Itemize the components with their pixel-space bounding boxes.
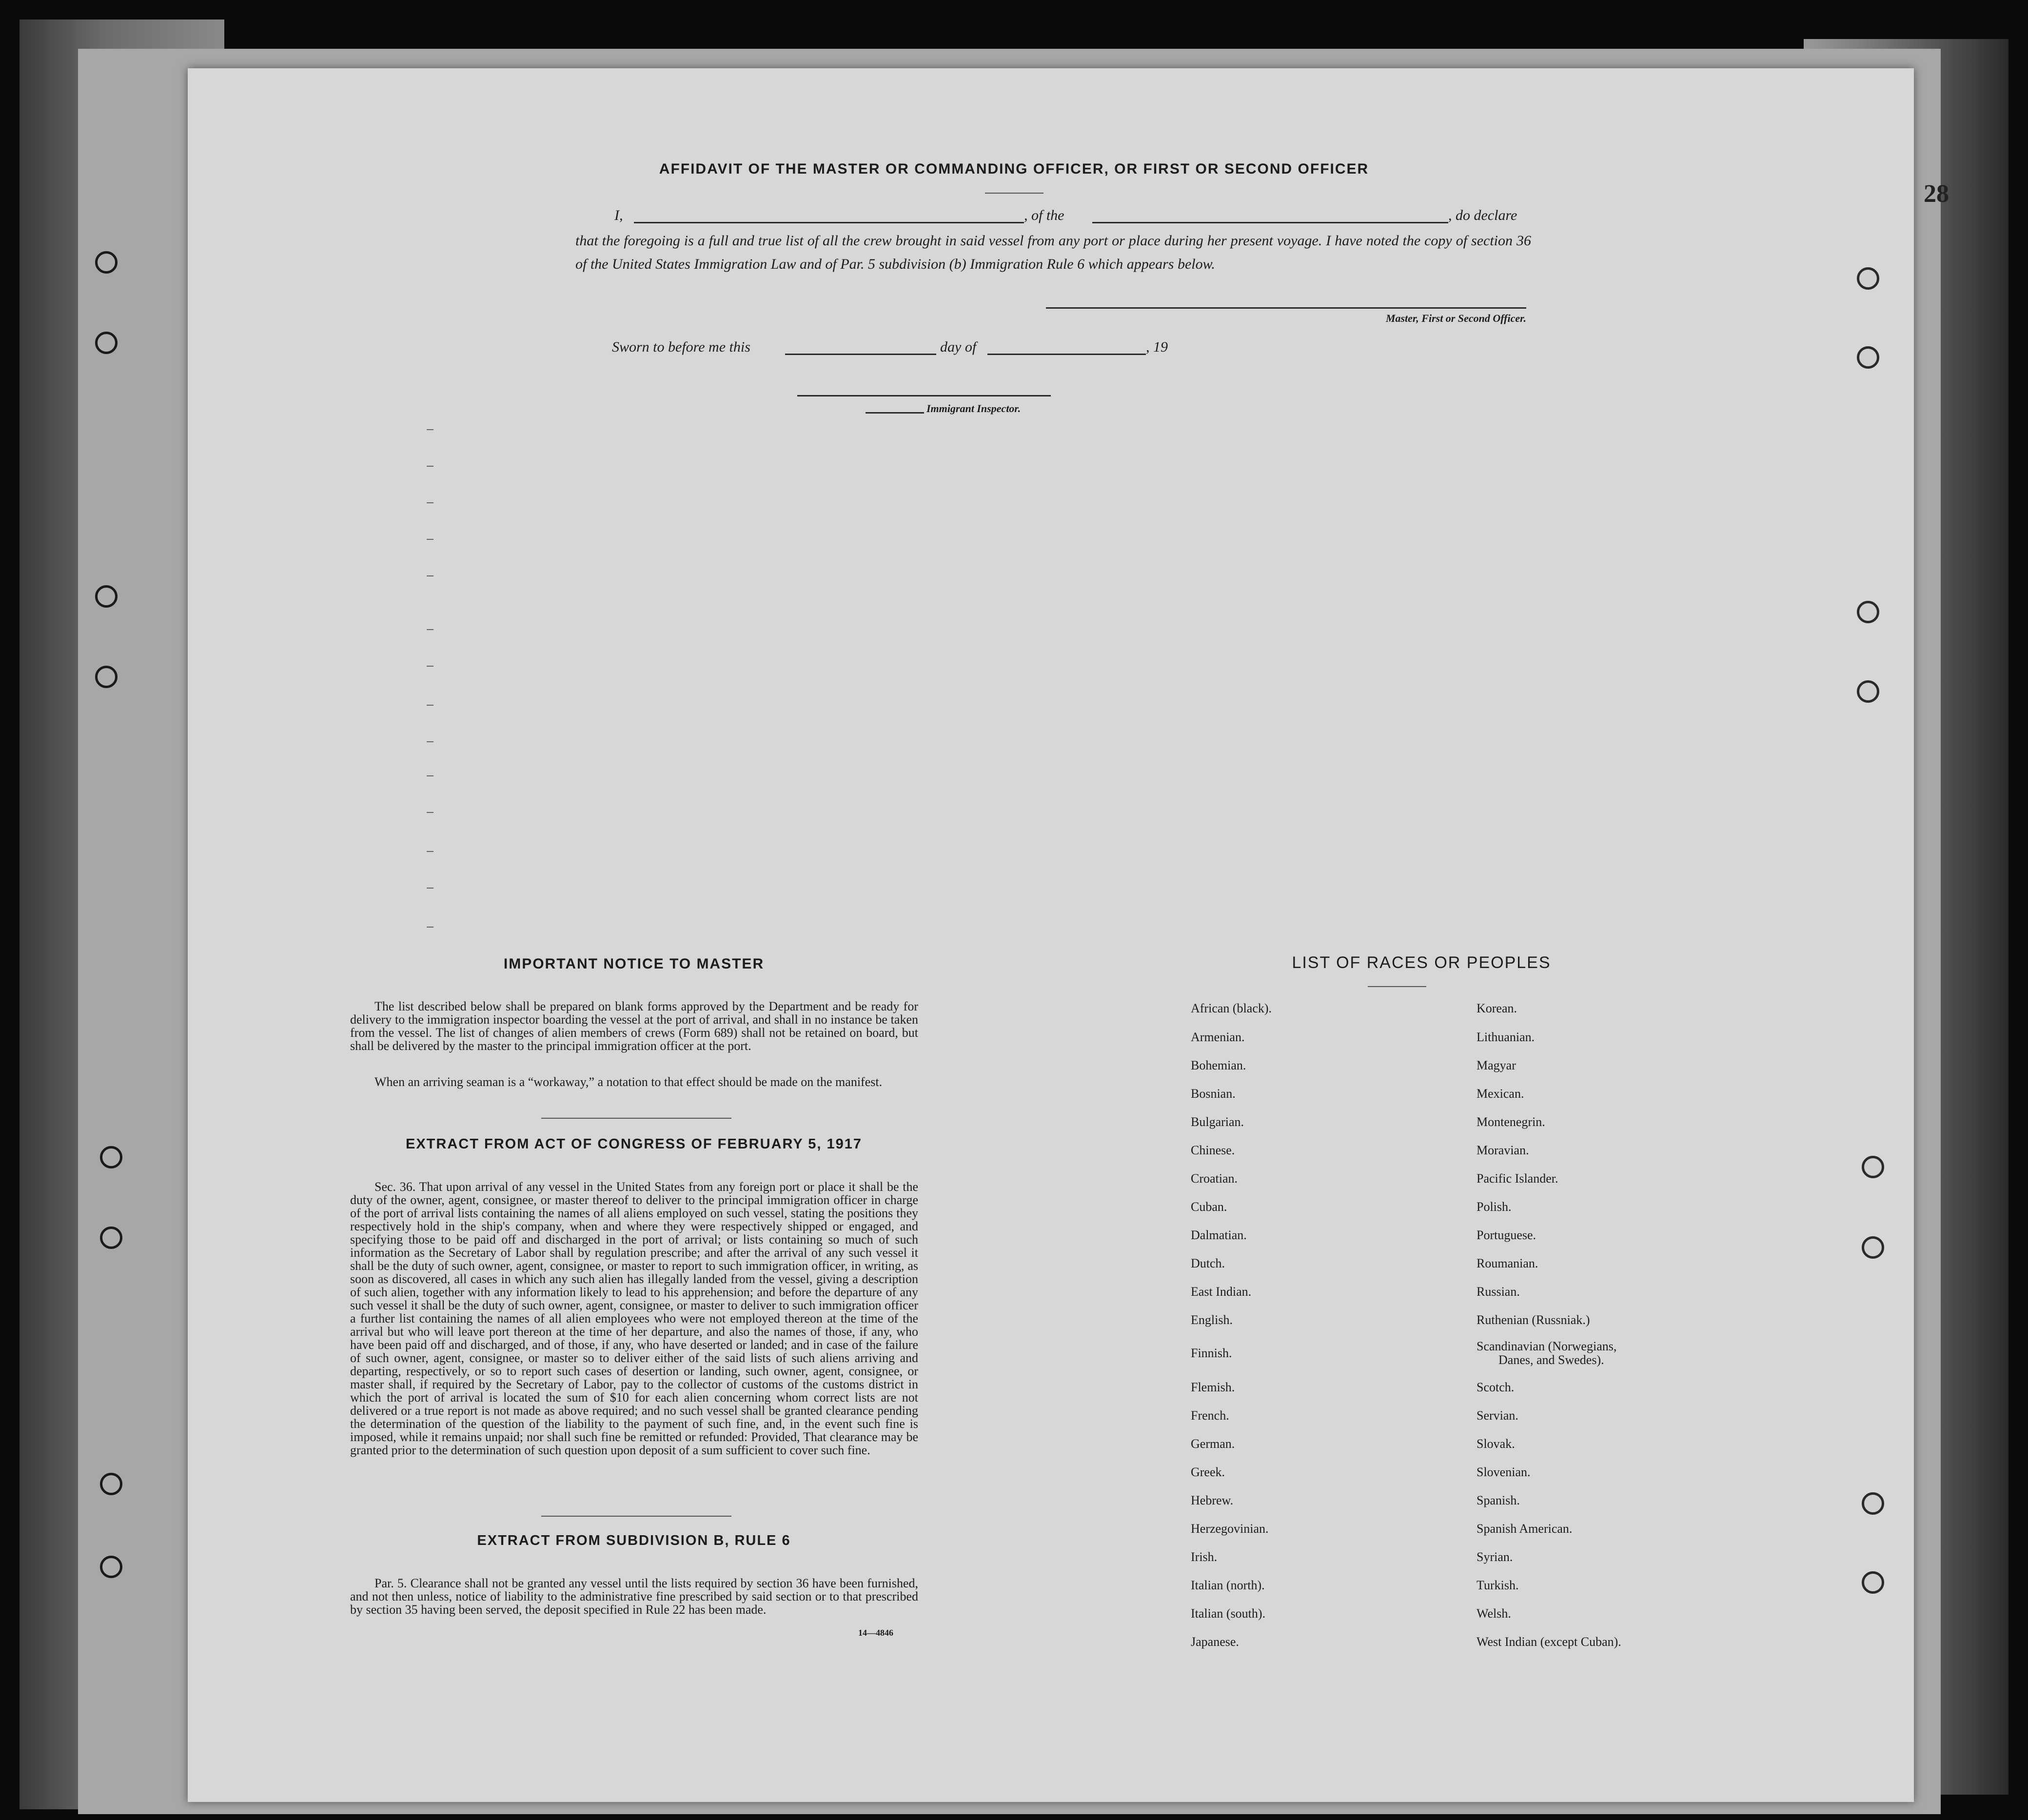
declare-i-label: I, [614, 207, 623, 223]
race-item: Finnish. [1191, 1346, 1232, 1360]
affidavit-title: AFFIDAVIT OF THE MASTER OR COMMANDING OFFICER, OR FIRST OR SECOND OFFICER [659, 161, 1369, 177]
punch-hole-icon [100, 1146, 122, 1168]
race-item: Dutch. [1191, 1256, 1225, 1270]
race-item: Bohemian. [1191, 1058, 1246, 1072]
inspector-label: Immigrant Inspector. [926, 402, 1021, 415]
notice-title: IMPORTANT NOTICE TO MASTER [503, 956, 765, 972]
races-title: LIST OF RACES OR PEOPLES [1292, 953, 1551, 972]
race-item: Flemish. [1191, 1380, 1235, 1394]
race-item: Portuguese. [1477, 1228, 1536, 1242]
declare-do-declare-label: , do declare [1448, 207, 1517, 223]
race-item: Syrian. [1477, 1550, 1513, 1564]
race-item: Welsh. [1477, 1606, 1511, 1621]
race-item: Cuban. [1191, 1200, 1227, 1214]
margin-dash [427, 851, 433, 852]
sworn-month-blank [987, 354, 1146, 355]
race-item: East Indian. [1191, 1285, 1252, 1299]
race-item: Turkish. [1477, 1578, 1519, 1592]
divider [541, 1516, 731, 1517]
race-item: Ruthenian (Russniak.) [1477, 1313, 1590, 1327]
extract-act-text: Sec. 36. That upon arrival of any vessel in the United States from any foreign port or place it shall be the duty of the owner, agent, consignee, or master thereof to deliver to the principal immigration officer in charge of the port of arrival lists containing the names of all aliens employed on such vessel, stating the positions they respectively hold in the ship's company, when and where they were respectively shipped or engaged, and specifying those to be paid off and discharged in the port of arrival; or lists containing so much of such information as the Secretary of Labor shall by regulation prescribe; and after the arrival of any such vessel it shall be the duty of such owner, agent, consignee, or master to report to such immigration officer, in writing, as soon as discovered, all cases in which any such alien has illegally landed from the vessel, giving a description of such alien, together with any information likely to lead to his apprehension; and before the departure of any such vessel it shall be the duty of such owner, agent, consignee, or master to deliver to such immigration officer a further list containing the names of all alien employees who were not employed thereon at the time of the arrival but who will leave port thereon at the time of her departure, and also the names of those, if any, who have been paid off and discharged, and of those, if any, who have deserted or landed; and in case of the failure of such owner, agent, consignee, or master so to deliver either of the said lists of such aliens arriving and departing, respectively, or so to report such cases of desertion or landing, such owner, agent, consignee, or master shall, if required by the Secretary of Labor, pay to the collector of customs of the customs district in which the port of arrival is located the sum of $10 for each alien concerning whom correct lists are not delivered or a true report is not made as above required; and no such vessel shall be granted clearance pending the determination of the question of the liability to the payment of such fine, and, in the event such fine is imposed, while it remains unpaid; nor shall such fine be remitted or refunded: Provided, That clearance may be granted prior to the determination of such question upon deposit of a sum sufficient to cover such fine. [350, 1180, 918, 1457]
inspector-short-line [866, 412, 924, 414]
race-item: Chinese. [1191, 1143, 1235, 1157]
race-item: German. [1191, 1437, 1235, 1451]
race-item: Japanese. [1191, 1635, 1239, 1649]
race-item: Italian (north). [1191, 1578, 1265, 1592]
signature-line [1046, 307, 1526, 309]
race-item: Irish. [1191, 1550, 1218, 1564]
race-item: French. [1191, 1408, 1229, 1423]
margin-dash [427, 927, 433, 928]
punch-hole-icon [1857, 346, 1879, 369]
punch-hole-icon [1857, 267, 1879, 290]
race-item: Hebrew. [1191, 1493, 1234, 1507]
race-item: Moravian. [1477, 1143, 1529, 1157]
race-item: Armenian. [1191, 1030, 1245, 1044]
notice-paragraph-2: When an arriving seaman is a “workaway,” a notation to that effect should be made on the manifest. [374, 1075, 883, 1089]
margin-dash [427, 466, 433, 467]
punch-hole-icon [1857, 601, 1879, 623]
affidavit-body: that the foregoing is a full and true list of all the crew brought in said vessel from any port or place during her present voyage. I have noted the copy of section 36 of the United States Immigration Law and of Par. 5 subdivision (b) Immigration Rule 6 which appears below. [575, 233, 1531, 272]
sworn-day-blank [785, 354, 936, 355]
race-item: Spanish American. [1477, 1522, 1573, 1536]
form-number: 14—4846 [858, 1628, 893, 1638]
race-item: Italian (south). [1191, 1606, 1266, 1621]
extract-rule-text: Par. 5. Clearance shall not be granted any vessel until the lists required by section 36 have been furnished, and not then unless, notice of liability to the administrative fine prescribed by said section or to that prescribed by section 35 having been served, the deposit specified in Rule 22 has been made. [350, 1576, 918, 1617]
sworn-year: , 19 [1146, 339, 1168, 355]
margin-dash [427, 629, 433, 630]
extract-act-title: EXTRACT FROM ACT OF CONGRESS OF FEBRUARY 5, 1917 [405, 1136, 863, 1152]
punch-hole-icon [95, 666, 118, 688]
signature-label: Master, First or Second Officer. [1385, 312, 1526, 324]
margin-dash [427, 502, 433, 503]
margin-dash [427, 741, 433, 742]
punch-hole-icon [100, 1556, 122, 1578]
punch-hole-icon [1862, 1571, 1884, 1594]
race-item: Herzegovinian. [1191, 1522, 1269, 1536]
punch-hole-icon [95, 585, 118, 608]
punch-hole-icon [1862, 1156, 1884, 1178]
race-item: Servian. [1477, 1408, 1518, 1423]
margin-dash [427, 666, 433, 667]
race-item: Danes, and Swedes). [1498, 1353, 1604, 1367]
race-item: African (black). [1191, 1001, 1272, 1015]
margin-dash [427, 705, 433, 706]
race-item: West Indian (except Cuban). [1477, 1635, 1621, 1649]
race-item: Korean. [1477, 1001, 1517, 1015]
margin-dash [427, 888, 433, 889]
extract-rule-title: EXTRACT FROM SUBDIVISION B, RULE 6 [477, 1533, 791, 1548]
race-item: Greek. [1191, 1465, 1225, 1479]
race-item: Roumanian. [1477, 1256, 1538, 1270]
punch-hole-icon [100, 1227, 122, 1249]
punch-hole-icon [1862, 1236, 1884, 1259]
declare-of-the-label: , of the [1024, 207, 1064, 223]
race-item: Dalmatian. [1191, 1228, 1247, 1242]
race-item: Pacific Islander. [1477, 1171, 1558, 1186]
race-item: Mexican. [1477, 1087, 1524, 1101]
margin-dash [427, 575, 433, 576]
notice-paragraph-1: The list described below shall be prepared on blank forms approved by the Department and be ready for delivery to the immigration inspector boarding the vessel at the port of arrival, and shall in no instance be taken from the vessel. The list of changes of alien members of crews (Form 689) shall not be retained on board, but shall be delivered by the master to the principal immigration officer at the port. [350, 999, 918, 1053]
punch-hole-icon [1857, 680, 1879, 703]
race-item: Scotch. [1477, 1380, 1515, 1394]
margin-dash [427, 812, 433, 813]
name-blank-line [634, 222, 1024, 223]
race-item: Scandinavian (Norwegians, [1477, 1339, 1617, 1353]
page-number: 28 [1924, 180, 1949, 208]
race-item: Slovenian. [1477, 1465, 1531, 1479]
sworn-prefix: Sworn to before me this [612, 339, 750, 355]
punch-hole-icon [100, 1473, 122, 1495]
punch-hole-icon [1862, 1492, 1884, 1515]
punch-hole-icon [95, 251, 118, 274]
race-item: Magyar [1477, 1058, 1516, 1072]
sworn-day-of: day of [940, 339, 977, 355]
divider [1368, 986, 1426, 987]
race-item: English. [1191, 1313, 1233, 1327]
vessel-blank-line [1092, 222, 1448, 223]
margin-dash [427, 539, 433, 540]
race-item: Polish. [1477, 1200, 1512, 1214]
divider [985, 193, 1044, 194]
race-item: Bulgarian. [1191, 1115, 1244, 1129]
race-item: Russian. [1477, 1285, 1520, 1299]
race-item: Bosnian. [1191, 1087, 1236, 1101]
inspector-line [797, 395, 1051, 396]
race-item: Croatian. [1191, 1171, 1238, 1186]
punch-hole-icon [95, 332, 118, 354]
race-item: Lithuanian. [1477, 1030, 1535, 1044]
race-item: Montenegrin. [1477, 1115, 1545, 1129]
race-item: Spanish. [1477, 1493, 1520, 1507]
race-item: Slovak. [1477, 1437, 1515, 1451]
margin-dash [427, 429, 433, 430]
divider [541, 1118, 731, 1119]
margin-dash [427, 775, 433, 776]
